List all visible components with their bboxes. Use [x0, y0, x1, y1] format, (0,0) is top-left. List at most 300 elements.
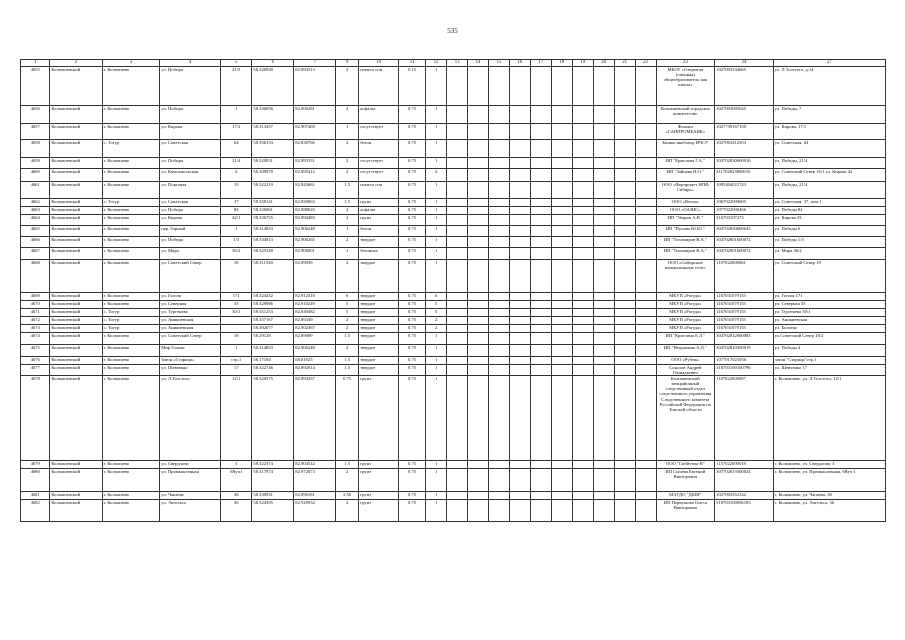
table-cell: 0.75	[398, 317, 425, 325]
column-header: 4	[160, 60, 221, 67]
table-cell	[489, 376, 510, 461]
table-cell: ул. Л.Толстого	[160, 376, 221, 461]
table-cell	[509, 469, 530, 492]
table-cell	[530, 325, 551, 333]
table-row	[21, 492, 886, 500]
table-cell: г. Колпашево	[102, 124, 160, 140]
table-cell: 1027003534665	[715, 67, 774, 106]
table-cell: 307702819300024	[715, 469, 774, 492]
table-cell: 0.75	[398, 199, 425, 207]
table-cell: 58.324432	[252, 293, 294, 301]
table-cell: МКУП «Рагуда»	[656, 309, 715, 317]
table-cell: 82.906248	[294, 226, 336, 237]
table-cell	[635, 106, 656, 124]
table-cell	[614, 140, 635, 158]
table-cell: 82.912319	[294, 293, 336, 301]
table-cell: 82.86349	[294, 317, 336, 325]
table-cell	[447, 365, 468, 376]
table-cell: 4682	[21, 500, 50, 522]
column-header: 15	[489, 60, 510, 67]
table-cell: 0.75	[398, 357, 425, 365]
table-cell: с. Тогур	[102, 199, 160, 207]
table-cell: Колпашевский	[50, 357, 102, 365]
table-cell: 1	[426, 124, 447, 140]
table-cell: г. Колпашево	[102, 376, 160, 461]
table-cell	[509, 207, 530, 215]
table-cell: 1	[221, 226, 252, 237]
table-cell: 82.888020	[294, 207, 336, 215]
table-cell	[468, 169, 489, 182]
table-cell	[489, 317, 510, 325]
table-cell: 19	[221, 182, 252, 199]
table-cell: 1.5	[336, 182, 359, 199]
table-cell	[551, 325, 572, 333]
table-cell: Соколов Андрей Геннадьевич	[656, 365, 715, 376]
table-cell	[614, 215, 635, 226]
column-header: 6	[252, 60, 294, 67]
table-cell	[593, 140, 614, 158]
table-cell	[468, 365, 489, 376]
table-cell: Колпашевский	[50, 333, 102, 345]
table-cell	[551, 182, 572, 199]
table-cell	[530, 158, 551, 169]
table-cell: ул. Портовая	[160, 182, 221, 199]
table-cell: 4666	[21, 237, 50, 248]
table-cell	[551, 376, 572, 461]
table-cell: твердое	[359, 309, 399, 317]
table-cell: грунт	[359, 376, 399, 461]
table-cell	[551, 309, 572, 317]
table-cell: 1	[221, 106, 252, 124]
table-cell: 64	[221, 140, 252, 158]
table-cell: твердое	[359, 357, 399, 365]
table-cell: 56.17194	[252, 357, 294, 365]
table-cell: 58.324395	[252, 500, 294, 522]
table-cell: твердое	[359, 260, 399, 293]
table-cell: 82.843661	[294, 182, 336, 199]
table-cell	[614, 357, 635, 365]
table-row	[21, 500, 886, 522]
table-cell: ул. Советская	[160, 199, 221, 207]
table-cell: 82.89039	[294, 260, 336, 293]
table-cell	[447, 325, 468, 333]
table-cell: 4665	[21, 226, 50, 237]
table-row	[21, 237, 886, 248]
table-cell	[489, 158, 510, 169]
table-cell	[509, 215, 530, 226]
table-cell: г. Колпашево	[102, 500, 160, 522]
table-cell: 82.906248	[294, 345, 336, 357]
table-cell: 311702823800010	[715, 169, 774, 182]
table-cell: 4673	[21, 325, 50, 333]
table-cell: 1027739167100	[715, 124, 774, 140]
table-cell: 304702801600072	[715, 237, 774, 248]
table-cell	[530, 199, 551, 207]
table-cell: 1107022000061	[715, 260, 774, 293]
table-row	[21, 207, 886, 215]
table-cell	[593, 199, 614, 207]
table-cell	[551, 365, 572, 376]
table-cell: 4669	[21, 293, 50, 301]
table-cell	[635, 215, 656, 226]
table-cell	[530, 376, 551, 461]
column-header: 23	[656, 60, 715, 67]
table-cell: г. Колпашево	[102, 357, 160, 365]
table-cell: ул. Советский Север	[160, 260, 221, 293]
table-cell: 1	[426, 158, 447, 169]
register-table	[20, 59, 886, 522]
table-cell: 4663	[21, 207, 50, 215]
table-cell: Колпашевский	[50, 169, 102, 182]
table-cell: ул. Комсомольская	[160, 169, 221, 182]
table-cell: 4679	[21, 461, 50, 469]
table-cell: 58.334813	[252, 237, 294, 248]
table-cell: Колпашевский	[50, 182, 102, 199]
table-cell: 4659	[21, 158, 50, 169]
table-cell	[635, 325, 656, 333]
table-cell: ул. Гоголя 171	[773, 293, 885, 301]
table-cell: грунт	[359, 469, 399, 492]
table-cell: 58.330931	[252, 492, 294, 500]
table-cell	[530, 492, 551, 500]
column-header: 13	[447, 60, 468, 67]
table-cell	[447, 309, 468, 317]
table-cell: ул. Победы 4	[773, 345, 885, 357]
table-cell: Колпашевский	[50, 376, 102, 461]
table-cell: помеса спи	[359, 67, 399, 106]
table-cell: 4674	[21, 333, 50, 345]
table-cell: 1	[426, 469, 447, 492]
table-row	[21, 301, 886, 309]
table-cell	[468, 237, 489, 248]
table-cell: 4681	[21, 492, 50, 500]
table-cell: Колпашевский	[50, 492, 102, 500]
table-cell: 82.929932	[294, 500, 336, 522]
table-cell: Колпашевский	[50, 106, 102, 124]
column-header: 1	[21, 60, 50, 67]
table-cell: 0.15	[398, 67, 425, 106]
table-cell: 82.893513	[294, 67, 336, 106]
table-cell: ул. Аникиевская	[773, 317, 885, 325]
table-cell	[447, 492, 468, 500]
table-cell	[635, 376, 656, 461]
table-cell	[509, 309, 530, 317]
table-cell: 2	[336, 140, 359, 158]
table-cell: 58.320831	[252, 158, 294, 169]
table-cell: 35	[221, 301, 252, 309]
table-cell: 17	[221, 365, 252, 376]
table-cell: ул. Победы	[160, 207, 221, 215]
table-cell: 2	[221, 169, 252, 182]
table-cell	[509, 365, 530, 376]
table-cell	[509, 226, 530, 237]
table-cell	[489, 301, 510, 309]
table-cell: 58.314853	[252, 345, 294, 357]
table-cell	[551, 237, 572, 248]
table-cell: с. Тогур	[102, 309, 160, 317]
table-cell: 36	[221, 500, 252, 522]
table-cell: 4661	[21, 182, 50, 199]
table-cell: 1	[426, 461, 447, 469]
table-cell: г. Колпашево	[102, 492, 160, 500]
table-cell	[593, 309, 614, 317]
table-cell: твердое	[359, 293, 399, 301]
table-cell: 82.906001	[294, 248, 336, 260]
table-cell: 0.75	[398, 226, 425, 237]
table-cell	[614, 500, 635, 522]
table-cell: 4670	[21, 301, 50, 309]
table-cell: Колпашевский	[50, 469, 102, 492]
table-cell: 1	[426, 376, 447, 461]
table-cell	[614, 106, 635, 124]
table-cell: 0.75	[398, 500, 425, 522]
table-cell: ИП "Пупова Ю.Ю."	[656, 226, 715, 237]
table-cell: 82.910249	[294, 301, 336, 309]
table-cell: 82.000281	[294, 106, 336, 124]
table-cell: ул. Победы	[160, 67, 221, 106]
table-cell: 58.392077	[252, 325, 294, 333]
table-cell	[468, 293, 489, 301]
table-cell	[635, 345, 656, 357]
table-cell: 1	[426, 365, 447, 376]
table-cell	[635, 469, 656, 492]
table-cell	[489, 140, 510, 158]
table-cell	[509, 182, 530, 199]
table-cell: МКУП «Рагуда»	[656, 317, 715, 325]
table-cell: ул. Победы, 21/4	[773, 158, 885, 169]
table-cell: 58.322746	[252, 365, 294, 376]
table-cell: 0.75	[398, 169, 425, 182]
table-cell: твердое	[359, 345, 399, 357]
table-cell	[489, 106, 510, 124]
table-cell: 58.326061	[252, 207, 294, 215]
table-cell: 82.830766	[294, 140, 336, 158]
table-cell: ул. Аникиевская	[160, 317, 221, 325]
table-cell: 1	[426, 260, 447, 293]
table-cell: 1.5	[336, 199, 359, 207]
table-cell: МКУП «Рагуда»	[656, 325, 715, 333]
table-cell	[509, 357, 530, 365]
table-cell	[509, 237, 530, 248]
table-cell	[572, 260, 593, 293]
table-cell	[572, 237, 593, 248]
table-cell	[447, 140, 468, 158]
table-cell	[551, 492, 572, 500]
table-cell: 58.311548	[252, 260, 294, 293]
table-cell	[447, 182, 468, 199]
table-cell	[509, 317, 530, 325]
table-cell	[551, 461, 572, 469]
table-cell: Колпашевский	[50, 325, 102, 333]
table-cell	[593, 357, 614, 365]
table-cell: стр.1	[221, 357, 252, 365]
table-cell	[614, 124, 635, 140]
table-cell	[614, 365, 635, 376]
table-cell: твердое	[359, 301, 399, 309]
table-cell: 82.904542	[294, 461, 336, 469]
table-cell: 4662	[21, 199, 50, 207]
table-cell: 1077017021036	[715, 357, 774, 365]
table-cell: 0.75	[398, 376, 425, 461]
table-cell	[509, 492, 530, 500]
table-cell: г. Колпашево	[102, 207, 160, 215]
table-cell: Колпашевский	[50, 248, 102, 260]
table-cell	[551, 67, 572, 106]
table-cell: 58.320575	[252, 376, 294, 461]
table-cell: 1	[426, 248, 447, 260]
table-cell: Колпашевский городское комитетство	[656, 106, 715, 124]
table-cell: МКУП «Рагуда»	[656, 301, 715, 309]
table-cell: ул. Мира	[160, 248, 221, 260]
table-cell	[468, 124, 489, 140]
table-cell: г. Колпашево, ул. Энгельса, 36	[773, 500, 885, 522]
column-header: 17	[530, 60, 551, 67]
table-cell: ИП "Ермолова Г.А."	[656, 158, 715, 169]
table-cell	[530, 248, 551, 260]
table-cell: Мир Голова	[160, 345, 221, 357]
table-cell: 3	[221, 461, 252, 469]
table-cell: ул. Победы	[160, 106, 221, 124]
table-cell	[489, 500, 510, 522]
table-cell: ООО «ОАЗИС»	[656, 207, 715, 215]
table-cell	[614, 345, 635, 357]
table-cell: ул. Советский Север	[160, 333, 221, 345]
table-cell: 2	[336, 260, 359, 293]
table-cell	[635, 357, 656, 365]
table-cell: 58.322219	[252, 182, 294, 199]
table-cell	[614, 325, 635, 333]
table-row	[21, 333, 886, 345]
table-cell: г. Колпашево	[102, 237, 160, 248]
table-cell	[614, 461, 635, 469]
table-cell	[489, 215, 510, 226]
table-cell	[572, 325, 593, 333]
table-cell: 2	[336, 469, 359, 492]
table-cell: 1095404021743	[715, 182, 774, 199]
table-cell: бетон	[359, 140, 399, 158]
table-cell	[530, 67, 551, 106]
table-cell: Колпашевский	[50, 461, 102, 469]
table-cell	[489, 325, 510, 333]
table-cell	[447, 199, 468, 207]
table-cell	[221, 325, 252, 333]
table-cell: 171	[221, 293, 252, 301]
table-cell	[530, 301, 551, 309]
table-cell: 0.75	[398, 469, 425, 492]
table-cell	[593, 325, 614, 333]
table-cell	[468, 67, 489, 106]
table-cell: 82.895331	[294, 158, 336, 169]
table-cell: ул. Победы 6	[773, 226, 885, 237]
table-cell: твердое	[359, 333, 399, 345]
table-cell	[509, 325, 530, 333]
table-cell	[530, 106, 551, 124]
table-cell: г. Колпашево	[102, 333, 160, 345]
table-cell: ООО «Форпромет НПФ Сибирь»	[656, 182, 715, 199]
table-cell: 58.336056	[252, 106, 294, 124]
table-cell: 318703100100796	[715, 365, 774, 376]
table-cell: отсутствует	[359, 124, 399, 140]
column-header: 7	[294, 60, 336, 67]
table-cell: 2	[336, 158, 359, 169]
table-cell: 58.320930	[252, 67, 294, 106]
table-cell: 2	[336, 345, 359, 357]
table-cell	[593, 301, 614, 309]
table-cell	[509, 106, 530, 124]
table-cell	[447, 293, 468, 301]
table-cell: 58.351253	[252, 309, 294, 317]
table-cell	[593, 169, 614, 182]
table-cell: Колпашевский	[50, 260, 102, 293]
table-cell	[468, 317, 489, 325]
table-cell: г. Колпашево	[102, 215, 160, 226]
table-cell	[635, 317, 656, 325]
table-cell: Колпашевский межрайонный следственный отдел следственного управления Следственного комитета Российской Федерации по Томской области	[656, 376, 715, 461]
table-cell: твердое	[359, 325, 399, 333]
table-cell	[614, 237, 635, 248]
table-cell	[468, 207, 489, 215]
table-cell: 0.75	[398, 237, 425, 248]
table-cell	[614, 260, 635, 293]
table-cell: г. Колпашево	[102, 248, 160, 260]
table-cell: ул. Кирова	[160, 124, 221, 140]
table-cell: 58.29128	[252, 333, 294, 345]
table-cell	[614, 376, 635, 461]
table-cell: 2	[336, 169, 359, 182]
table-cell: 38	[221, 492, 252, 500]
table-cell: ул. Советский Север 18	[773, 260, 885, 293]
table-cell: 4675	[21, 345, 50, 357]
table-cell: 1.5	[336, 357, 359, 365]
table-cell: 2	[336, 207, 359, 215]
table-cell: Колпашевский	[50, 158, 102, 169]
table-cell: 1	[336, 226, 359, 237]
table-cell	[635, 124, 656, 140]
table-cell	[489, 207, 510, 215]
table-cell: 4658	[21, 140, 50, 158]
table-cell: 2	[426, 317, 447, 325]
table-cell: 1	[336, 124, 359, 140]
table-cell: ул. Шевченко 17	[773, 365, 885, 376]
table-cell	[509, 345, 530, 357]
table-cell	[551, 215, 572, 226]
table-cell	[489, 461, 510, 469]
table-cell: 1027003412303	[715, 140, 774, 158]
table-cell: ООО «Весна»	[656, 199, 715, 207]
table-cell: 304702812800083	[715, 333, 774, 345]
table-cell: 58.356133	[252, 140, 294, 158]
table-cell: Бишко-якобоеор ИЧСУ	[656, 140, 715, 158]
table-cell	[447, 158, 468, 169]
table-row	[21, 461, 886, 469]
table-cell	[468, 158, 489, 169]
table-cell	[635, 293, 656, 301]
table-cell: 0.75	[398, 333, 425, 345]
table-cell: ИП Первушова Олеся Викторовна	[656, 500, 715, 522]
table-cell: ул. Кирова	[160, 215, 221, 226]
table-cell	[489, 469, 510, 492]
table-cell: 58.309978	[252, 169, 294, 182]
table-cell	[447, 169, 468, 182]
table-cell: г. Колпашево	[102, 260, 160, 293]
table-cell: 0.75	[398, 325, 425, 333]
table-cell: 4671	[21, 309, 50, 317]
column-header: 2	[50, 60, 102, 67]
table-cell	[572, 248, 593, 260]
table-cell: 58.357167	[252, 317, 294, 325]
table-cell	[447, 357, 468, 365]
table-cell: 1/3	[221, 237, 252, 248]
